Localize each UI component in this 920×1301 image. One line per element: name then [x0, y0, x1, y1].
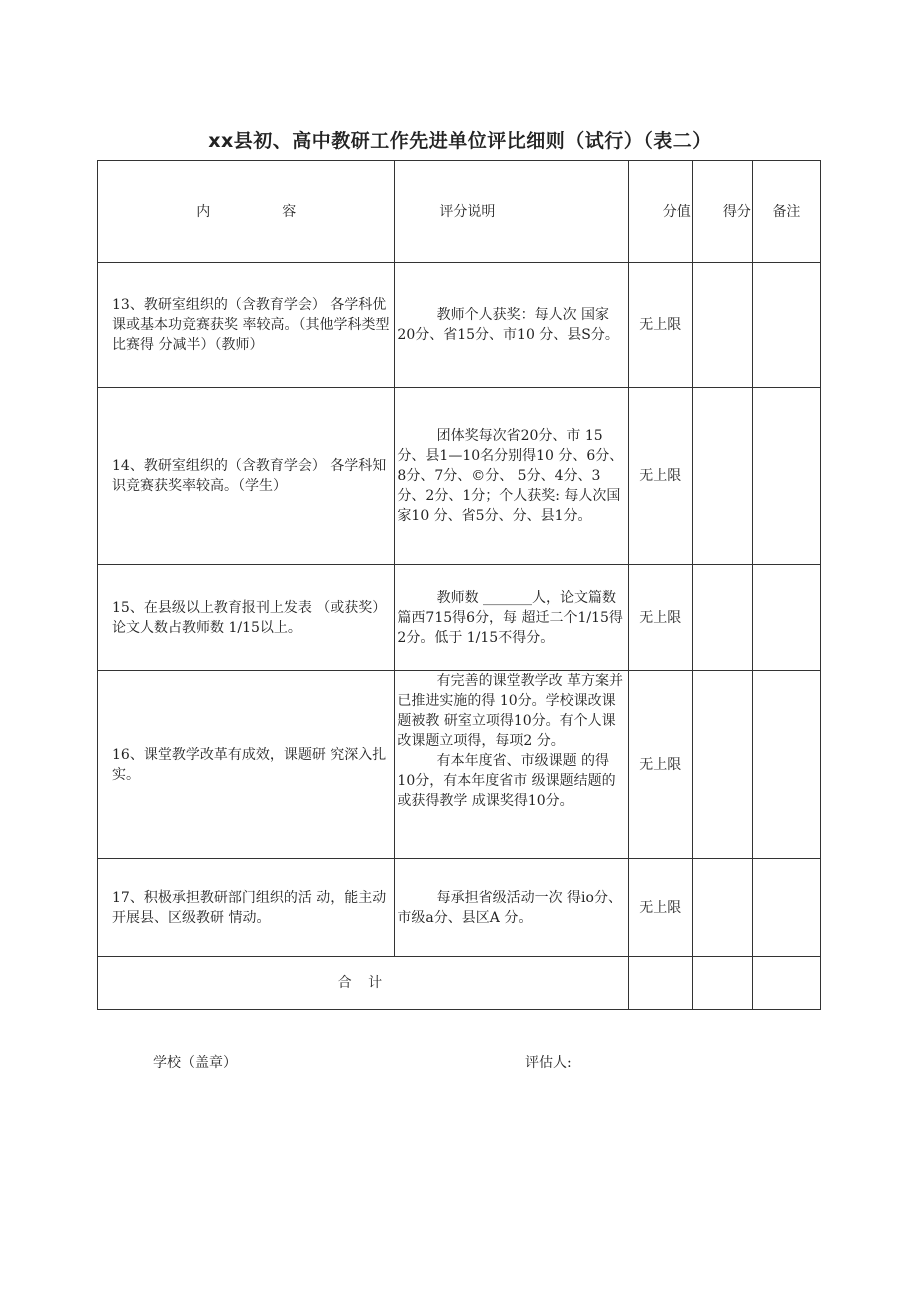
row-note-cell[interactable]: [752, 565, 820, 671]
row-score: 无上限: [628, 671, 692, 859]
header-content-char-2: 容: [282, 203, 297, 220]
description-paragraph: 每承担省级活动一次 得io分、市级a分、县区A 分。: [397, 889, 622, 926]
total-got-cell[interactable]: [692, 957, 752, 1010]
row-got-cell[interactable]: [692, 671, 752, 859]
evaluation-table: [97, 160, 821, 1010]
description-paragraph: 有完善的课堂教学改 革方案并已推进实施的得 10分。学校课改课题被教 研室立项得10分。有个人课改课题立项得，每项2 分。: [397, 673, 624, 749]
total-label: 合 计: [98, 957, 629, 1010]
row-got-cell[interactable]: [692, 565, 752, 671]
row-score: 无上限: [628, 388, 692, 565]
header-got: 得分: [692, 161, 752, 263]
row-got-cell[interactable]: [692, 263, 752, 388]
row-got-cell[interactable]: [692, 388, 752, 565]
row-content: 14、教研室组织的（含教育学会） 各学科知识竞赛获奖率较高。（学生）: [98, 388, 395, 565]
header-note: 备注: [752, 161, 820, 263]
table-row: [98, 565, 821, 671]
evaluator-label: 评估人:: [525, 1055, 572, 1071]
table-row: [98, 263, 821, 388]
header-score: 分值: [628, 161, 692, 263]
row-content: 17、积极承担教研部门组织的活 动，能主动开展县、区级教研 情动。: [98, 859, 395, 957]
header-content-char-1: 内: [196, 203, 211, 220]
row-note-cell[interactable]: [752, 859, 820, 957]
row-note-cell[interactable]: [752, 388, 820, 565]
row-got-cell[interactable]: [692, 859, 752, 957]
row-content: 16、课堂教学改革有成效，课题研 究深入扎实。: [98, 671, 395, 859]
header-description: 评分说明: [395, 161, 628, 263]
school-stamp-label: 学校（盖章）: [153, 1055, 237, 1071]
table-row: [98, 859, 821, 957]
row-content: 15、在县级以上教育报刊上发表 （或获奖）论文人数占教师数 1/15以上。: [98, 565, 395, 671]
row-score: 无上限: [628, 859, 692, 957]
description-paragraph: 教师数 _______人，论文篇数 篇西715得6分，每 超迁二个1/15得2分。低于 1/15不得分。: [397, 589, 623, 646]
total-row: [98, 957, 821, 1010]
description-paragraph: 有本年度省、市级课题 的得10分，有本年度省市 级课题结题的或获得教学 成课奖得10分。: [397, 753, 616, 809]
row-note-cell[interactable]: [752, 671, 820, 859]
row-description: [395, 859, 628, 957]
table-row: [98, 671, 821, 859]
row-note-cell[interactable]: [752, 263, 820, 388]
row-description: [395, 388, 628, 565]
row-description: [395, 263, 628, 388]
row-score: 无上限: [628, 565, 692, 671]
header-content: [98, 161, 395, 263]
header-row: [98, 161, 821, 263]
row-score: 无上限: [628, 263, 692, 388]
row-description: [395, 671, 628, 859]
description-paragraph: 教师个人获奖：每人次 国家20分、省15分、市10 分、县S分。: [397, 307, 619, 343]
row-description: [395, 565, 628, 671]
table-row: [98, 388, 821, 565]
total-note-cell[interactable]: [752, 957, 820, 1010]
description-paragraph: 团体奖每次省20分、市 15分、县1—10名分别得10 分、6分、8分、7分、©分、 5分、4分、3分、2分、1分；个人获奖: 每人次国家10 分、省5分、分、县1分。: [397, 428, 624, 524]
page-title: xx县初、高中教研工作先进单位评比细则（试行）（表二）: [208, 130, 712, 152]
total-score-cell[interactable]: [628, 957, 692, 1010]
row-content: 13、教研室组织的（含教育学会） 各学科优课或基本功竞赛获奖 率较高。（其他学科类型比赛得 分减半）（教师）: [98, 263, 395, 388]
